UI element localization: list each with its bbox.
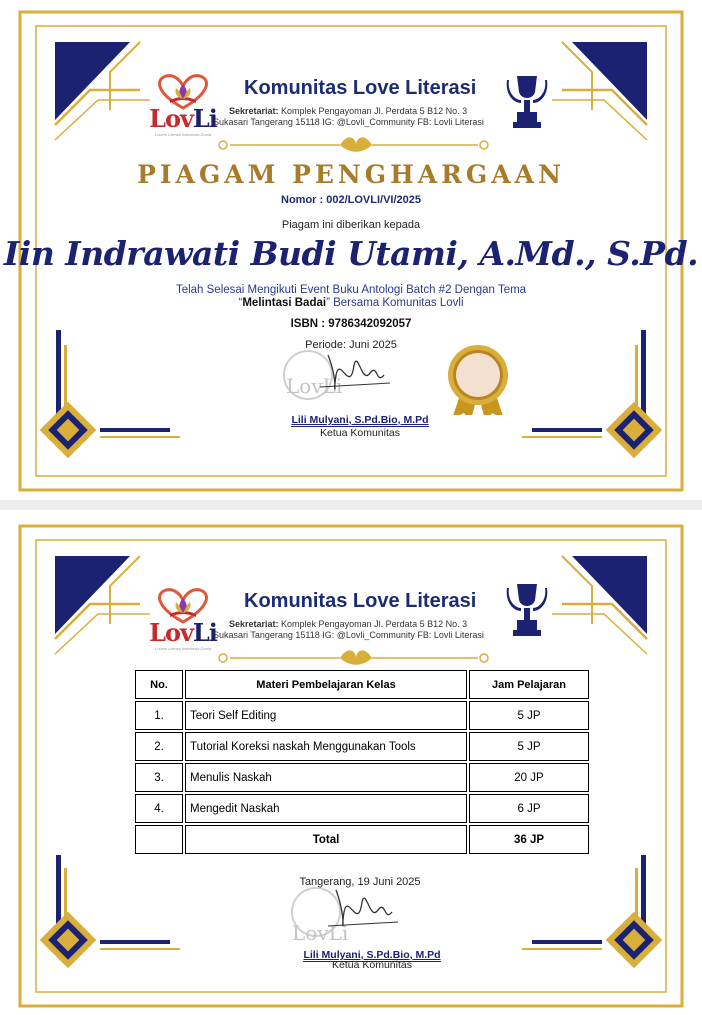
table-total-row bbox=[135, 825, 589, 854]
transcript-page bbox=[0, 510, 702, 1015]
event-description: Telah Selesai Mengikuti Event Buku Antologi Batch #2 Dengan Tema “Melintasi Badai” Bersama Komunitas Lovli bbox=[175, 284, 527, 309]
row-no: 3. bbox=[135, 763, 183, 792]
signatory-role: Ketua Komunitas bbox=[320, 427, 400, 439]
org-name: Komunitas Love Literasi bbox=[244, 590, 477, 612]
signature-stamp bbox=[280, 345, 400, 410]
table-row bbox=[135, 701, 589, 730]
row-no: 4. bbox=[135, 794, 183, 823]
row-material: Mengedit Naskah bbox=[185, 794, 467, 823]
row-hours: 6 JP bbox=[469, 794, 589, 823]
row-material: Menulis Naskah bbox=[185, 763, 467, 792]
table-row bbox=[135, 732, 589, 761]
course-table bbox=[133, 668, 591, 856]
svg-text:LovLi: LovLi bbox=[286, 374, 343, 398]
org-address: Sekretariat: Komplek Pengayoman Jl. Perdata 5 B12 No. 3 Sukasari Tangerang 15118 IG: @Lovli_Community FB: Lovli Literasi bbox=[213, 106, 484, 127]
lovli-logo: LovLi Lovers Literasi Indonesia Dunia bbox=[148, 72, 218, 142]
gold-medal-icon bbox=[446, 345, 510, 415]
row-material: Tutorial Koreksi naskah Menggunakan Tools bbox=[185, 732, 467, 761]
lovli-logo: LovLi Lovers Literasi Indonesia Dunia bbox=[148, 586, 218, 656]
recipient-name: Iin Indrawati Budi Utami, A.Md., S.Pd. bbox=[3, 234, 699, 273]
row-hours: 5 JP bbox=[469, 701, 589, 730]
signatory-role: Ketua Komunitas bbox=[332, 959, 412, 971]
isbn: ISBN : 9786342092057 bbox=[290, 318, 412, 330]
total-label: Total bbox=[185, 825, 467, 854]
row-no: 2. bbox=[135, 732, 183, 761]
row-hours: 20 JP bbox=[469, 763, 589, 792]
trophy-icon bbox=[505, 72, 549, 130]
certificate-page bbox=[0, 0, 702, 500]
signatory-name: Lili Mulyani, S.Pd.Bio, M.Pd bbox=[291, 414, 429, 426]
org-name: Komunitas Love Literasi bbox=[244, 77, 477, 99]
row-material: Teori Self Editing bbox=[185, 701, 467, 730]
period: Periode: Juni 2025 bbox=[305, 339, 397, 351]
signatory-name: Lili Mulyani, S.Pd.Bio, M.Pd bbox=[303, 949, 441, 961]
header-hours: Jam Pelajaran bbox=[469, 670, 589, 699]
total-empty-cell bbox=[135, 825, 183, 854]
certificate-title: PIAGAM PENGHARGAAN bbox=[137, 160, 565, 189]
table-row bbox=[135, 763, 589, 792]
certificate-number: Nomor : 002/LOVLI/VI/2025 bbox=[281, 194, 421, 206]
event-theme: Melintasi Badai bbox=[242, 297, 327, 309]
header-no: No. bbox=[135, 670, 183, 699]
row-hours: 5 JP bbox=[469, 732, 589, 761]
place-date: Tangerang, 19 Juni 2025 bbox=[299, 876, 421, 888]
signatory bbox=[260, 410, 460, 428]
total-hours: 36 JP bbox=[469, 825, 589, 854]
org-address: Sekretariat: Komplek Pengayoman Jl. Perdata 5 B12 No. 3 Sukasari Tangerang 15118 IG: @Lovli_Community FB: Lovli Literasi bbox=[213, 619, 484, 640]
trophy-icon bbox=[505, 580, 549, 638]
row-no: 1. bbox=[135, 701, 183, 730]
table-row bbox=[135, 794, 589, 823]
signature-stamp bbox=[288, 882, 408, 947]
svg-text:LovLi: LovLi bbox=[292, 921, 349, 945]
table-header-row bbox=[135, 670, 589, 699]
header-material: Materi Pembelajaran Kelas bbox=[185, 670, 467, 699]
given-to-text: Piagam ini diberikan kepada bbox=[281, 219, 421, 231]
